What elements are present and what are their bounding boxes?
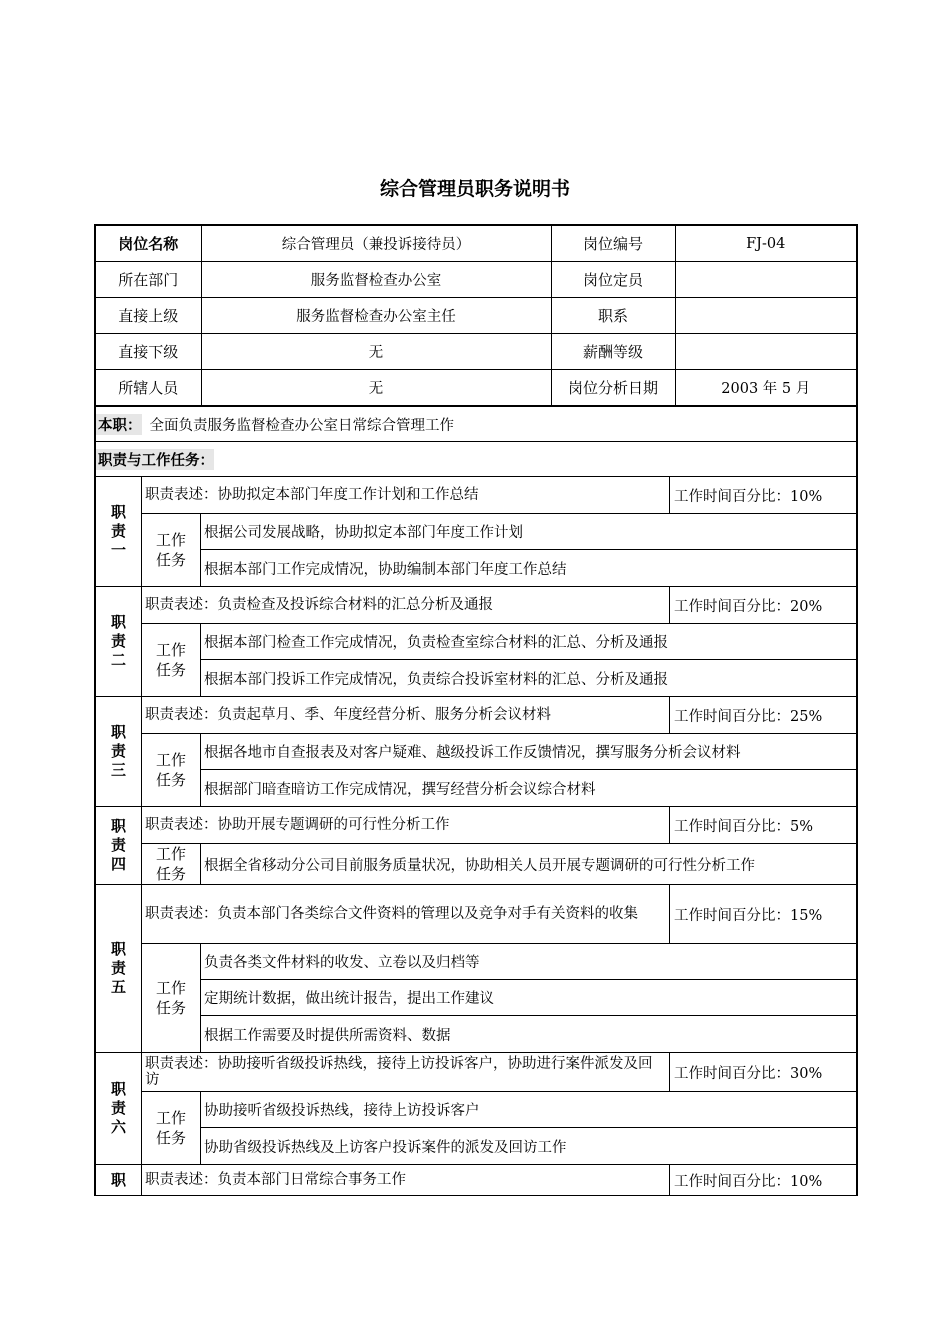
info-value: FJ-04 [675, 225, 857, 262]
info-value: 服务监督检查办公室 [201, 262, 551, 298]
duty-description-row [142, 587, 856, 624]
work-tasks-label: 工作 任务 [142, 734, 201, 806]
duty-body [142, 587, 856, 696]
task-item: 协助接听省级投诉热线，接待上访投诉客户 [201, 1092, 856, 1128]
info-label: 直接上级 [95, 298, 201, 334]
duty-label: 职 责 一 [96, 477, 142, 586]
duties-heading: 职责与工作任务： [96, 449, 214, 470]
duty-label: 职 [96, 1165, 142, 1195]
task-list [201, 514, 856, 586]
duty-body [142, 697, 856, 806]
job-description-form [94, 224, 858, 1190]
duty-description: 职责表述：负责检查及投诉综合材料的汇总分析及通报 [142, 587, 670, 623]
duty-description-row [142, 477, 856, 514]
duty-body [142, 807, 856, 884]
duty-block [94, 477, 858, 587]
info-row [95, 225, 857, 262]
time-percentage: 工作时间百分比：30% [674, 1065, 823, 1082]
info-value [675, 262, 857, 298]
info-label: 岗位分析日期 [551, 370, 675, 407]
work-tasks [142, 944, 856, 1052]
duty-block [94, 807, 858, 885]
duty-block [94, 697, 858, 807]
duty-label: 职 责 四 [96, 807, 142, 884]
duty-block [94, 885, 858, 1053]
duty-block [94, 587, 858, 697]
duties-heading-row [94, 442, 858, 477]
info-row [95, 298, 857, 334]
duty-description: 职责表述：协助接听省级投诉热线，接待上访投诉客户，协助进行案件派发及回访 [142, 1053, 670, 1091]
duty-description-row [142, 1053, 856, 1092]
info-row [95, 370, 857, 407]
duty-body [142, 1053, 856, 1164]
duty-label: 职 责 三 [96, 697, 142, 806]
info-row [95, 262, 857, 298]
task-item: 根据部门暗查暗访工作完成情况，撰写经营分析会议综合材料 [204, 781, 596, 798]
duty-description: 职责表述：负责本部门各类综合文件资料的管理以及竞争对手有关资料的收集 [142, 885, 670, 943]
main-duty-label: 本职： [96, 414, 142, 435]
info-label: 直接下级 [95, 334, 201, 370]
duty-description-row [142, 697, 856, 734]
time-percentage: 工作时间百分比：10% [674, 1173, 823, 1190]
info-label: 薪酬等级 [551, 334, 675, 370]
duty-description: 职责表述：负责起草月、季、年度经营分析、服务分析会议材料 [142, 697, 670, 733]
time-percentage: 工作时间百分比：5% [674, 818, 814, 835]
duty-description-row [142, 807, 856, 844]
duty-body [142, 477, 856, 586]
work-tasks [142, 1092, 856, 1164]
document-title: 综合管理员职务说明书 [379, 178, 570, 200]
task-item: 根据本部门检查工作完成情况，负责检查室综合材料的汇总、分析及通报 [201, 624, 856, 660]
work-tasks-label: 工作 任务 [142, 944, 201, 1052]
time-percentage: 工作时间百分比：10% [674, 488, 823, 505]
time-percentage: 工作时间百分比：15% [674, 907, 823, 924]
info-value: 服务监督检查办公室主任 [201, 298, 551, 334]
task-item: 根据工作需要及时提供所需资料、数据 [204, 1027, 451, 1044]
task-list [201, 734, 856, 806]
duty-body [142, 885, 856, 1052]
duty-description: 职责表述：协助开展专题调研的可行性分析工作 [142, 807, 670, 843]
work-tasks-label: 工作 任务 [142, 844, 201, 884]
duty-description-row [142, 1165, 856, 1195]
task-item: 根据本部门投诉工作完成情况，负责综合投诉室材料的汇总、分析及通报 [204, 671, 668, 688]
duty-label: 职 责 六 [96, 1053, 142, 1164]
duties-section [94, 477, 858, 1196]
work-tasks [142, 514, 856, 586]
info-value [675, 334, 857, 370]
task-item: 根据公司发展战略，协助拟定本部门年度工作计划 [201, 514, 856, 550]
info-label: 岗位编号 [551, 225, 675, 262]
duty-description: 职责表述：负责本部门日常综合事务工作 [142, 1165, 670, 1195]
task-item: 协助省级投诉热线及上访客户投诉案件的派发及回访工作 [204, 1139, 567, 1156]
duty-description-row [142, 885, 856, 944]
task-list [201, 1092, 856, 1164]
task-item: 根据各地市自查报表及对客户疑难、越级投诉工作反馈情况，撰写服务分析会议材料 [201, 734, 856, 770]
duty-block [94, 1165, 858, 1196]
main-duty-row [94, 407, 858, 442]
task-item: 定期统计数据，做出统计报告，提出工作建议 [201, 980, 856, 1016]
work-tasks [142, 844, 856, 884]
main-duty-text: 全面负责服务监督检查办公室日常综合管理工作 [149, 417, 454, 434]
info-value: 2003 年 5 月 [675, 370, 857, 407]
info-value: 综合管理员（兼投诉接待员） [201, 225, 551, 262]
duty-label: 职 责 五 [96, 885, 142, 1052]
task-list [201, 844, 856, 884]
task-item: 负责各类文件材料的收发、立卷以及归档等 [201, 944, 856, 980]
time-percentage: 工作时间百分比：25% [674, 708, 823, 725]
task-item: 根据全省移动分公司目前服务质量状况，协助相关人员开展专题调研的可行性分析工作 [204, 857, 755, 874]
task-item: 根据本部门工作完成情况，协助编制本部门年度工作总结 [204, 561, 567, 578]
duty-block [94, 1053, 858, 1165]
duty-label: 职 责 二 [96, 587, 142, 696]
duty-description: 职责表述：协助拟定本部门年度工作计划和工作总结 [142, 477, 670, 513]
info-value: 无 [201, 334, 551, 370]
info-label: 所在部门 [95, 262, 201, 298]
info-label: 职系 [551, 298, 675, 334]
info-row [95, 334, 857, 370]
position-info-table [94, 224, 858, 407]
task-list [201, 624, 856, 696]
time-percentage: 工作时间百分比：20% [674, 598, 823, 615]
task-list [201, 944, 856, 1052]
info-label: 岗位定员 [551, 262, 675, 298]
work-tasks-label: 工作 任务 [142, 624, 201, 696]
work-tasks [142, 624, 856, 696]
work-tasks-label: 工作 任务 [142, 1092, 201, 1164]
info-value [675, 298, 857, 334]
work-tasks-label: 工作 任务 [142, 514, 201, 586]
info-label: 岗位名称 [95, 225, 201, 262]
duty-body [142, 1165, 856, 1195]
info-label: 所辖人员 [95, 370, 201, 407]
work-tasks [142, 734, 856, 806]
info-value: 无 [201, 370, 551, 407]
